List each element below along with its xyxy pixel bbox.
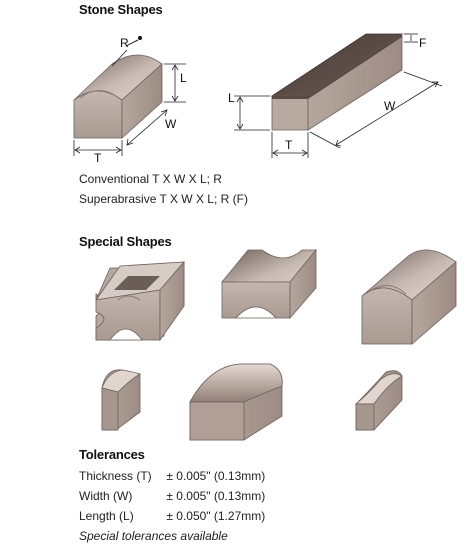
tolerance-row-width xyxy=(79,489,265,503)
dim-label-f: F xyxy=(419,36,427,50)
superabrasive-spec: Superabrasive T X W X L; R (F) xyxy=(79,192,248,206)
special-shape-hook xyxy=(356,371,402,430)
special-shapes-heading: Special Shapes xyxy=(79,234,172,249)
special-shape-channel xyxy=(222,250,316,318)
tolerances-heading: Tolerances xyxy=(79,447,145,462)
tolerance-label: Width (W) xyxy=(79,489,133,503)
dim-label-t-left: T xyxy=(94,151,102,165)
stone-shapes-heading: Stone Shapes xyxy=(79,2,163,17)
dim-label-l-left: L xyxy=(180,71,187,85)
tolerance-value: ± 0.005" (0.13mm) xyxy=(166,469,266,483)
dim-label-t-right: T xyxy=(285,138,293,152)
tolerance-value: ± 0.050" (1.27mm) xyxy=(166,509,266,523)
tolerance-label: Length (L) xyxy=(79,509,134,523)
dim-label-r: R xyxy=(120,36,129,50)
dim-label-w-right: W xyxy=(384,99,396,113)
dim-label-w-left: W xyxy=(165,117,177,131)
radius-center-dot xyxy=(138,36,142,40)
tolerance-value: ± 0.005" (0.13mm) xyxy=(166,489,266,503)
special-tolerances-note: Special tolerances available xyxy=(79,529,228,543)
conventional-spec: Conventional T X W X L; R xyxy=(79,172,222,186)
dim-label-l-right: L xyxy=(228,91,235,105)
tolerance-row-length xyxy=(79,509,265,523)
tolerance-label: Thickness (T) xyxy=(79,469,152,483)
tolerance-row-thickness xyxy=(79,469,265,483)
special-shape-concave xyxy=(362,250,456,344)
special-shape-h-profile xyxy=(96,262,184,340)
superabrasive-bar-figure xyxy=(272,34,402,130)
special-shape-wide-round xyxy=(190,364,282,440)
special-shape-small-round xyxy=(102,370,140,430)
